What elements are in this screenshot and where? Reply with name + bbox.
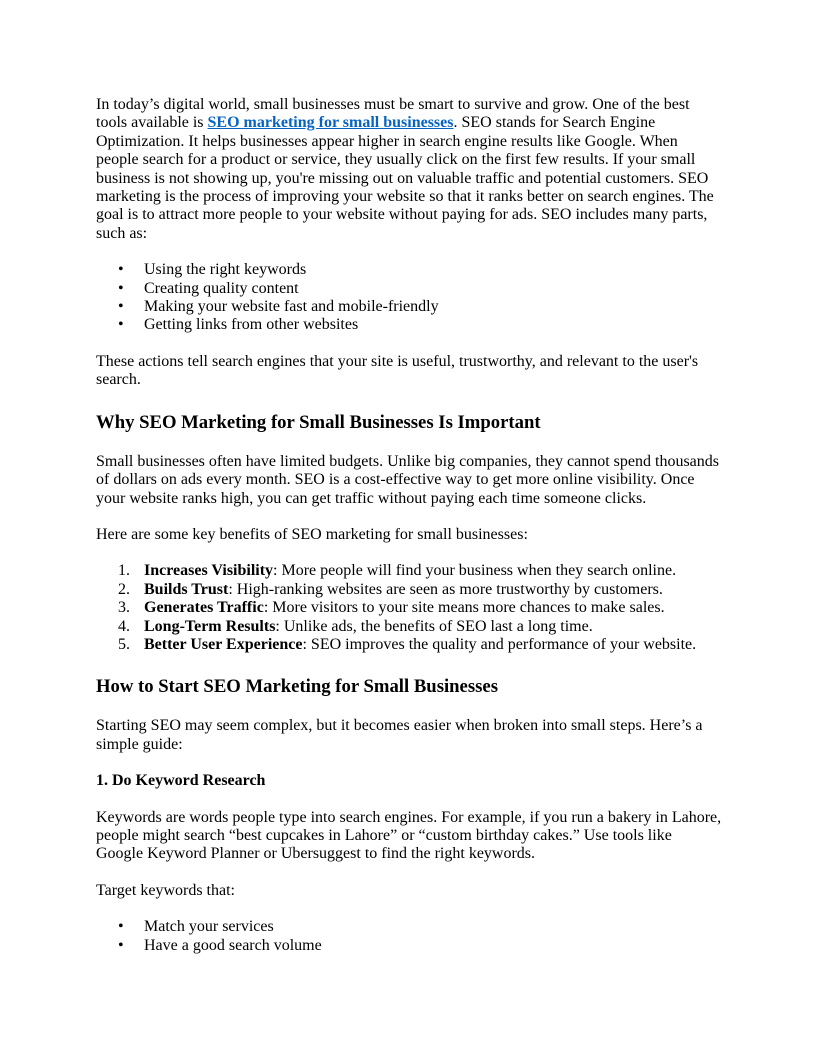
benefit-term: Generates Traffic <box>144 599 264 617</box>
benefit-term: Better User Experience <box>144 635 303 653</box>
list-number: 3. <box>118 599 130 617</box>
benefit-desc: : SEO improves the quality and performance of your website. <box>302 635 697 653</box>
bullet-icon: • <box>118 316 124 334</box>
benefit-term: Builds Trust <box>144 580 229 598</box>
why-seo-heading: Why SEO Marketing for Small Businesses Is Important <box>96 411 541 433</box>
seo-marketing-link[interactable]: SEO marketing for small businesses <box>207 114 454 132</box>
benefits-intro: Here are some key benefits of SEO marketing for small businesses: <box>96 525 528 543</box>
list-item <box>96 599 722 617</box>
list-item <box>96 562 722 580</box>
list-item: • Making your website fast and mobile-friendly <box>118 298 439 316</box>
budget-paragraph: Small businesses often have limited budgets. Unlike big companies, they cannot spend thousands of dollars on ads every month. SEO is a cost-effective way to get more online visibility. Once your website ranks high, you can get traffic without paying each time someone clicks. <box>96 452 720 507</box>
keyword-paragraph: Keywords are words people type into search engines. For example, if you run a bakery in Lahore, people might search “best cupcakes in Lahore” or “custom birthday cakes.” Use tools like Google Keyword Planner or Ubersuggest to find the right keywords. <box>96 808 722 863</box>
list-item <box>96 581 722 599</box>
list-item <box>96 636 722 654</box>
how-to-start-heading: How to Start SEO Marketing for Small Businesses <box>96 676 498 698</box>
list-number: 1. <box>118 562 130 580</box>
list-item: • Getting links from other websites <box>118 316 359 334</box>
benefit-term: Long-Term Results <box>144 617 276 635</box>
list-item: • Creating quality content <box>118 279 299 297</box>
target-keywords-intro: Target keywords that: <box>96 881 235 899</box>
bullet-icon: • <box>118 918 124 936</box>
actions-paragraph: These actions tell search engines that your site is useful, trustworthy, and relevant to the user's search. <box>96 352 699 389</box>
keyword-research-heading: 1. Do Keyword Research <box>96 772 266 790</box>
seo-parts-list <box>96 261 722 335</box>
list-number: 5. <box>118 635 130 653</box>
list-item: • Have a good search volume <box>118 936 322 954</box>
bullet-icon: • <box>118 936 124 954</box>
steps-intro-paragraph: Starting SEO may seem complex, but it becomes easier when broken into small steps. Here’s a simple guide: <box>96 717 703 753</box>
bullet-icon: • <box>118 279 124 297</box>
benefit-term: Increases Visibility <box>144 562 274 580</box>
list-item: • Using the right keywords <box>118 261 307 279</box>
benefit-desc: : More visitors to your site means more chances to make sales. <box>263 599 665 617</box>
list-item: • Match your services <box>118 918 274 936</box>
list-number: 4. <box>118 617 130 635</box>
bullet-icon: • <box>118 298 124 316</box>
list-number: 2. <box>118 580 130 598</box>
intro-text-start: In today’s digital world, small businesses must be smart to survive and grow. One of the best tools available is <box>96 96 690 132</box>
bullet-icon: • <box>118 261 124 279</box>
benefit-desc: : Unlike ads, the benefits of SEO last a long time. <box>275 617 593 635</box>
benefit-desc: : More people will find your business when they search online. <box>273 562 677 580</box>
target-keywords-list <box>96 918 722 955</box>
list-item <box>96 618 722 636</box>
document-page <box>96 96 722 973</box>
benefit-desc: : High-ranking websites are seen as more trustworthy by customers. <box>228 580 663 598</box>
intro-paragraph <box>96 96 722 243</box>
intro-text-end: . SEO stands for Search Engine Optimization. It helps businesses appear higher in search engine results like Google. When people search for a product or service, they usually click on the first few results. If your small business is not showing up, you're missing out on valuable traffic and potential customers. SEO marketing is the process of improving your website so that it ranks better on search engines. The goal is to attract more people to your website without paying for ads. SEO includes many parts, such as: <box>96 114 714 242</box>
benefits-list <box>96 562 722 654</box>
